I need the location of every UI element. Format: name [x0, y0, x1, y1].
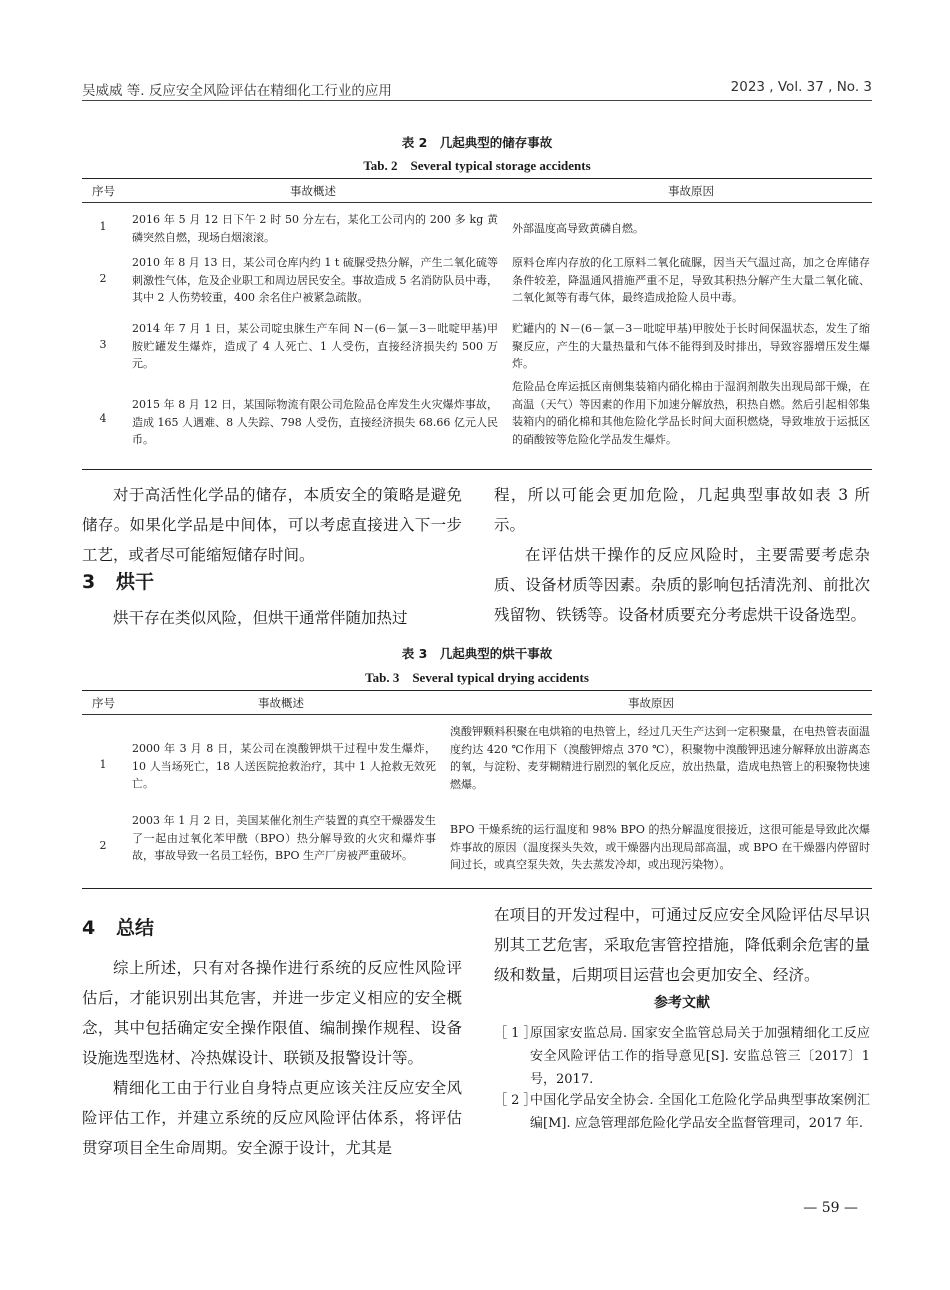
table2-header-rule: [82, 202, 872, 203]
table3-bottom-rule: [82, 888, 872, 889]
reference-text-1: 原国家安监总局. 国家安全监管总局关于加强精细化工反应安全风险评估工作的指导意见[S]. 安监总管三〔2017〕1 号，2017.: [530, 1026, 870, 1087]
storage-paragraph: 对于高活性化学品的储存，本质安全的策略是避免储存。如果化学品是中间体，可以考虑直接进入下一步工艺，或者尽可能缩短储存时间。: [82, 486, 462, 564]
page-number: — 59 —: [803, 1200, 858, 1216]
section-3-number: 3: [82, 571, 96, 593]
table2-row4-summary: 2015 年 8 月 12 日，某国际物流有限公司危险品仓库发生火灾爆炸事故，造成 165 人遇难、8 人失踪、798 人受伤，直接经济损失 68.66 亿元人民币。: [132, 398, 498, 446]
section-4-para1: 综上所述，只有对各操作进行系统的反应性风险评估后，才能识别出其危害，并进一步定义相应的安全概念，其中包括确定安全操作限值、编制操作规程、设备设施选型选材、冷热媒设计、联锁及报警设计等。: [82, 959, 462, 1067]
table2-row4-no: 4: [99, 412, 107, 425]
table2-top-rule: [82, 178, 872, 179]
table3-row1-no: 1: [99, 758, 107, 771]
table2-row1-summary: 2016 年 5 月 12 日下午 2 时 50 分左右，某化工公司内的 200 多 kg 黄磷突然自燃，现场白烟滚滚。: [132, 213, 498, 244]
table2-row3-no: 3: [99, 338, 107, 351]
section-3-para1-right: 程，所以可能会更加危险，几起典型事故如表 3 所示。: [494, 486, 870, 534]
references-heading: 参考文献: [654, 995, 710, 1011]
section-3-title: 烘干: [116, 571, 155, 593]
running-header-right: 2023 , Vol. 37 , No. 3: [730, 79, 872, 95]
table2-header-cause: 事故原因: [668, 184, 714, 198]
reference-text-2: 中国化学品安全协会. 全国化工危险化学品典型事故案例汇编[M]. 应急管理部危险化学品安全监督管理司，2017 年.: [530, 1093, 870, 1131]
table2-row4-cause: 危险品仓库运抵区南侧集装箱内硝化棉由于湿润剂散失出现局部干燥，在高温（天气）等因素的作用下加速分解放热，积热自燃。然后引起相邻集装箱内的硝化棉和其他危险化学品长时间大面积燃烧，导致堆放于运抵区的硝酸铵等危险化学品发生爆炸。: [512, 380, 870, 446]
reference-item-2: [494, 1089, 870, 1135]
table2-row2-no: 2: [99, 272, 107, 285]
header-rule: [82, 100, 872, 101]
table2-header-summary: 事故概述: [290, 184, 336, 198]
section-4-number: 4: [82, 917, 96, 939]
table2-bottom-rule: [82, 469, 872, 470]
table3-top-rule: [82, 690, 872, 691]
reference-label-2: ［ 2 ］: [494, 1093, 537, 1108]
table2-row2-summary: 2010 年 8 月 13 日，某公司仓库内约 1 t 硫脲受热分解，产生二氧化硫等刺激性气体，危及企业职工和周边居民安全。事故造成 5 名消防队员中毒，其中 2 人伤势较重，400 余名住户被紧急疏散。: [132, 256, 498, 304]
table2-row3-summary: 2014 年 7 月 1 日，某公司啶虫脒生产车间 N－(6－氯－3－吡啶甲基)甲胺贮罐发生爆炸，造成了 4 人死亡、1 人受伤，直接经济损失约 500 万元。: [132, 322, 498, 370]
table2-row1-no: 1: [99, 220, 107, 233]
table3-row2-no: 2: [99, 839, 107, 852]
section-4-title: 总结: [116, 917, 155, 939]
table3-header-cause: 事故原因: [628, 696, 674, 710]
table3-row2-summary: 2003 年 1 月 2 日，美国某催化剂生产装置的真空干燥器发生了一起由过氧化苯甲酰（BPO）热分解导致的火灾和爆炸事故，事故导致一名员工轻伤，BPO 生产厂房被严重破坏。: [132, 814, 436, 862]
section-4-para2-left: 精细化工由于行业自身特点更应该关注反应安全风险评估工作，并建立系统的反应风险评估体系，将评估贯穿项目全生命周期。安全源于设计，尤其是: [82, 1079, 462, 1157]
section-4-para2-right: 在项目的开发过程中，可通过反应安全风险评估尽早识别其工艺危害，采取危害管控措施，降低剩余危害的量级和数量，后期项目运营也会更加安全、经济。: [494, 906, 870, 984]
table2-row1-cause: 外部温度高导致黄磷自燃。: [512, 222, 644, 235]
table2-caption-cn: 表 2 几起典型的储存事故: [401, 135, 553, 150]
section-3-para2: 在评估烘干操作的反应风险时，主要需要考虑杂质、设备材质等因素。杂质的影响包括清洗剂、前批次残留物、铁锈等。设备材质要充分考虑烘干设备选型。: [494, 546, 870, 624]
section-3-para1-left: 烘干存在类似风险，但烘干通常伴随加热过: [113, 609, 408, 627]
table3-row1-cause: 溴酸钾颗料积聚在电烘箱的电热管上，经过几天生产达到一定积聚量，在电热管表面温度约达 420 ℃作用下（溴酸钾熔点 370 ℃），积聚物中溴酸钾迅速分解释放出游离态的氧，与淀粉、麦芽糊精进行剧烈的氧化反应，放出热量，造成电热管上的积聚物快速燃爆。: [450, 725, 870, 791]
table3-header-no: 序号: [92, 696, 115, 710]
table3-row1-summary: 2000 年 3 月 8 日，某公司在溴酸钾烘干过程中发生爆炸，10 人当场死亡，18 人送医院抢救治疗，其中 1 人抢救无效死亡。: [132, 742, 436, 790]
table2-caption-en: Tab. 2 Several typical storage accidents: [363, 158, 591, 173]
reference-label-1: ［ 1 ］: [494, 1026, 537, 1041]
table2-header-no: 序号: [92, 184, 115, 198]
table2-row3-cause: 贮罐内的 N－(6－氯－3－吡啶甲基)甲胺处于长时间保温状态，发生了缩聚反应，产生的大量热量和气体不能得到及时排出，导致容器增压发生爆炸。: [512, 322, 870, 370]
running-header-left: 吴威威 等. 反应安全风险评估在精细化工行业的应用: [82, 83, 392, 99]
section-4-heading: [82, 913, 154, 940]
section-3-heading: [82, 567, 154, 594]
table3-caption-en: Tab. 3 Several typical drying accidents: [365, 670, 589, 685]
table3-caption-cn: 表 3 几起典型的烘干事故: [401, 646, 553, 661]
table3-row2-cause: BPO 干燥系统的运行温度和 98% BPO 的热分解温度很接近，这很可能是导致此次爆炸事故的原因（温度探头失效，或干燥器内出现局部高温，或 BPO 在干燥器内停留时间过长，或真空泵失效，失去蒸发冷却，或出现污染物）。: [450, 823, 870, 871]
reference-item-1: [494, 1022, 870, 1091]
table3-header-summary: 事故概述: [258, 696, 304, 710]
table2-row2-cause: 原料仓库内存放的化工原料二氧化硫脲，因当天气温过高，加之仓库储存条件较差，降温通风措施严重不足，导致其积热分解产生大量二氧化硫、二氧化氮等有毒气体，最终造成抢险人员中毒。: [512, 256, 870, 304]
table3-header-rule: [82, 714, 872, 715]
